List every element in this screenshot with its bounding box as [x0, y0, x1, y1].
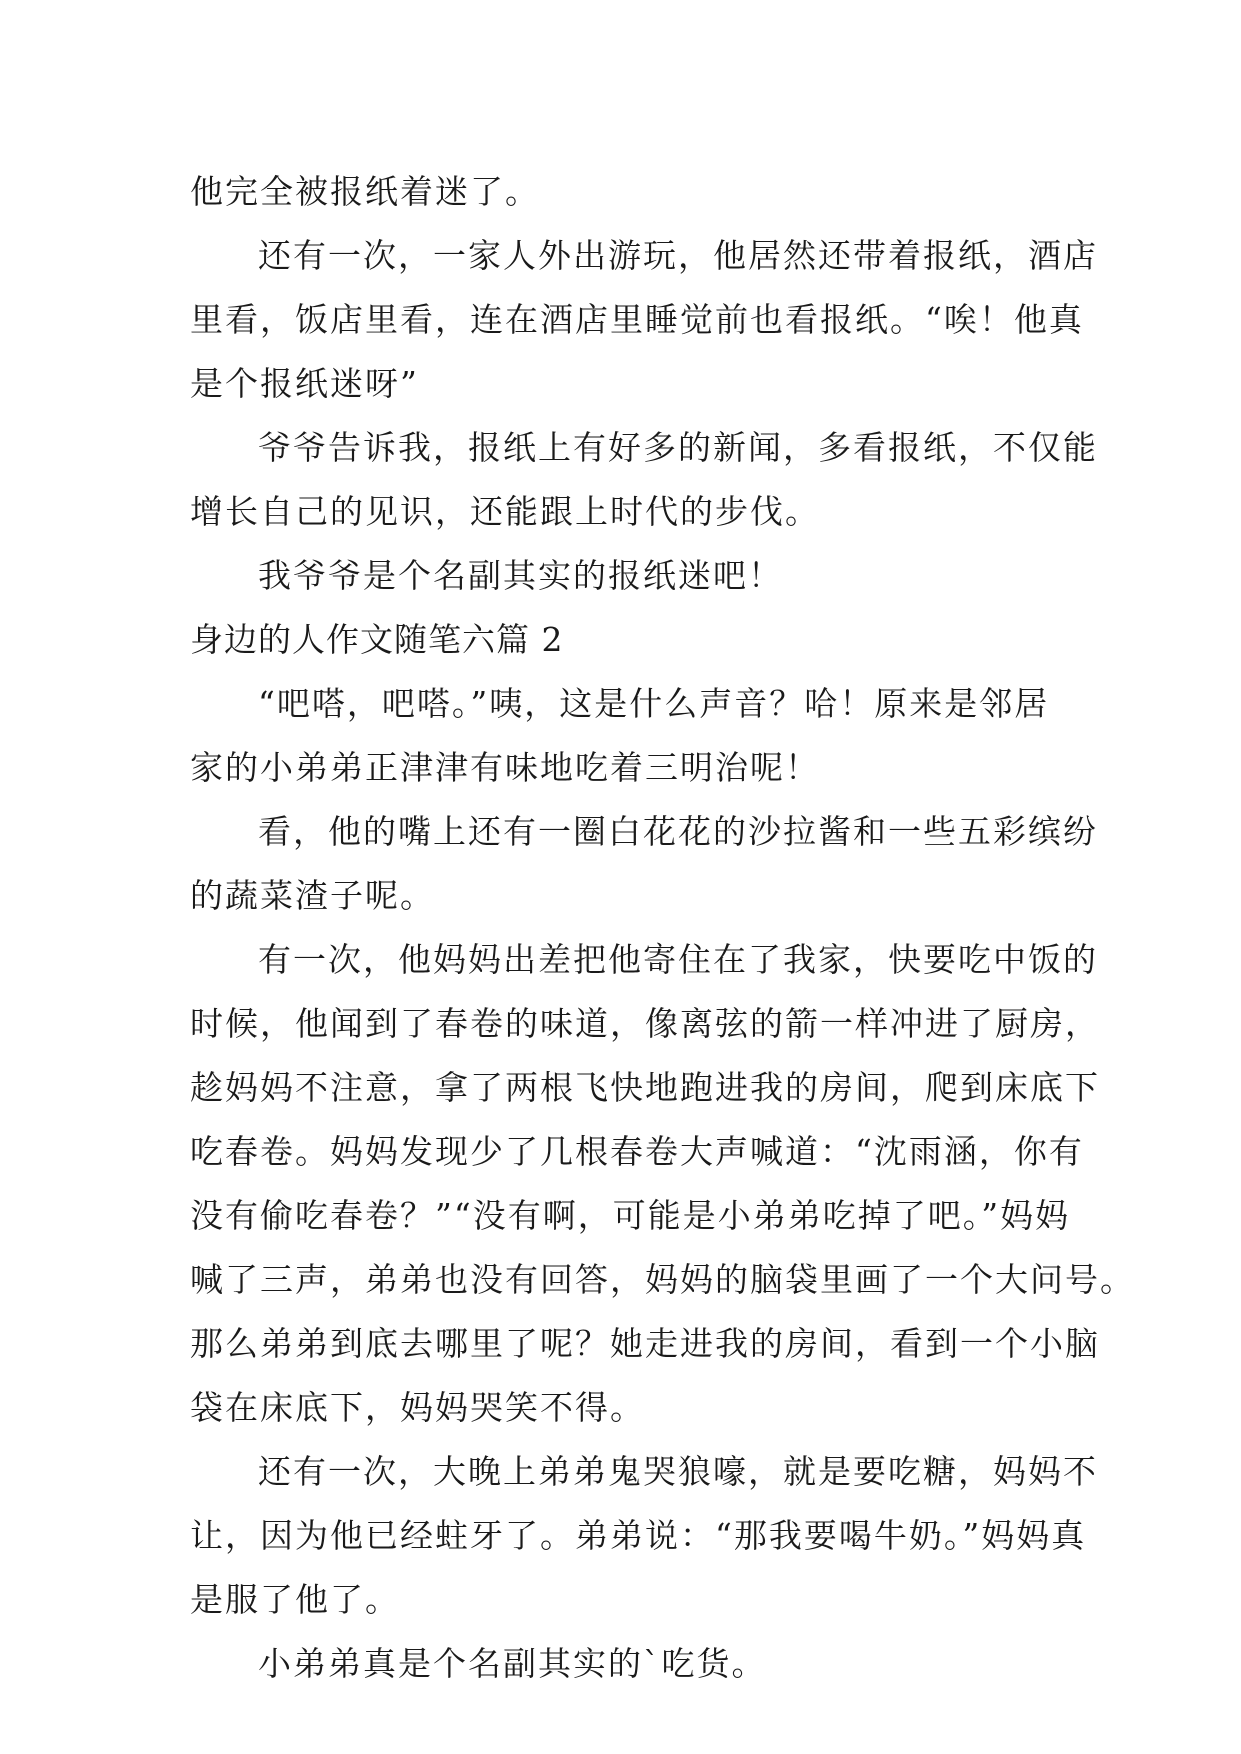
text-line: 他完全被报纸着迷了。	[190, 172, 540, 211]
text-line: 小弟弟真是个名副其实的`吃货。	[258, 1644, 767, 1683]
text-line: 爷爷告诉我，报纸上有好多的新闻，多看报纸，不仅能	[258, 428, 1098, 467]
text-line: 那么弟弟到底去哪里了呢？她走进我的房间，看到一个小脑	[190, 1324, 1100, 1363]
text-line: 是服了他了。	[190, 1580, 400, 1619]
document-page	[190, 160, 1135, 1696]
text-line: 的蔬菜渣子呢。	[190, 876, 435, 915]
text-line: 看，他的嘴上还有一圈白花花的沙拉酱和一些五彩缤纷	[258, 812, 1098, 851]
text-line: 时候，他闻到了春卷的味道，像离弦的箭一样冲进了厨房，	[190, 1004, 1100, 1043]
text-line: 还有一次，一家人外出游玩，他居然还带着报纸，酒店	[258, 236, 1098, 275]
text-line: 袋在床底下，妈妈哭笑不得。	[190, 1388, 645, 1427]
text-line: 增长自己的见识，还能跟上时代的步伐。	[190, 492, 820, 531]
section-heading: 身边的人作文随笔六篇 2	[190, 620, 564, 659]
text-line: 喊了三声，弟弟也没有回答，妈妈的脑袋里画了一个大问号。	[190, 1260, 1135, 1299]
text-line: 吃春卷。妈妈发现少了几根春卷大声喊道：“沈雨涵，你有	[190, 1132, 1084, 1171]
text-line: “吧嗒，吧嗒。”咦，这是什么声音？哈！原来是邻居	[258, 684, 1050, 723]
text-line: 让，因为他已经蛀牙了。弟弟说：“那我要喝牛奶。”妈妈真	[190, 1516, 1087, 1555]
text-line: 是个报纸迷呀”	[190, 364, 419, 403]
text-line: 还有一次，大晚上弟弟鬼哭狼嚎，就是要吃糖，妈妈不	[258, 1452, 1098, 1491]
text-line: 里看，饭店里看，连在酒店里睡觉前也看报纸。“唉！他真	[190, 300, 1084, 339]
text-line: 家的小弟弟正津津有味地吃着三明治呢！	[190, 748, 820, 787]
text-line: 我爷爷是个名副其实的报纸迷吧！	[258, 556, 783, 595]
text-line: 没有偷吃春卷？”“没有啊，可能是小弟弟吃掉了吧。”妈妈	[190, 1196, 1071, 1235]
text-line: 趁妈妈不注意，拿了两根飞快地跑进我的房间，爬到床底下	[190, 1068, 1100, 1107]
text-line: 有一次，他妈妈出差把他寄住在了我家，快要吃中饭的	[258, 940, 1098, 979]
